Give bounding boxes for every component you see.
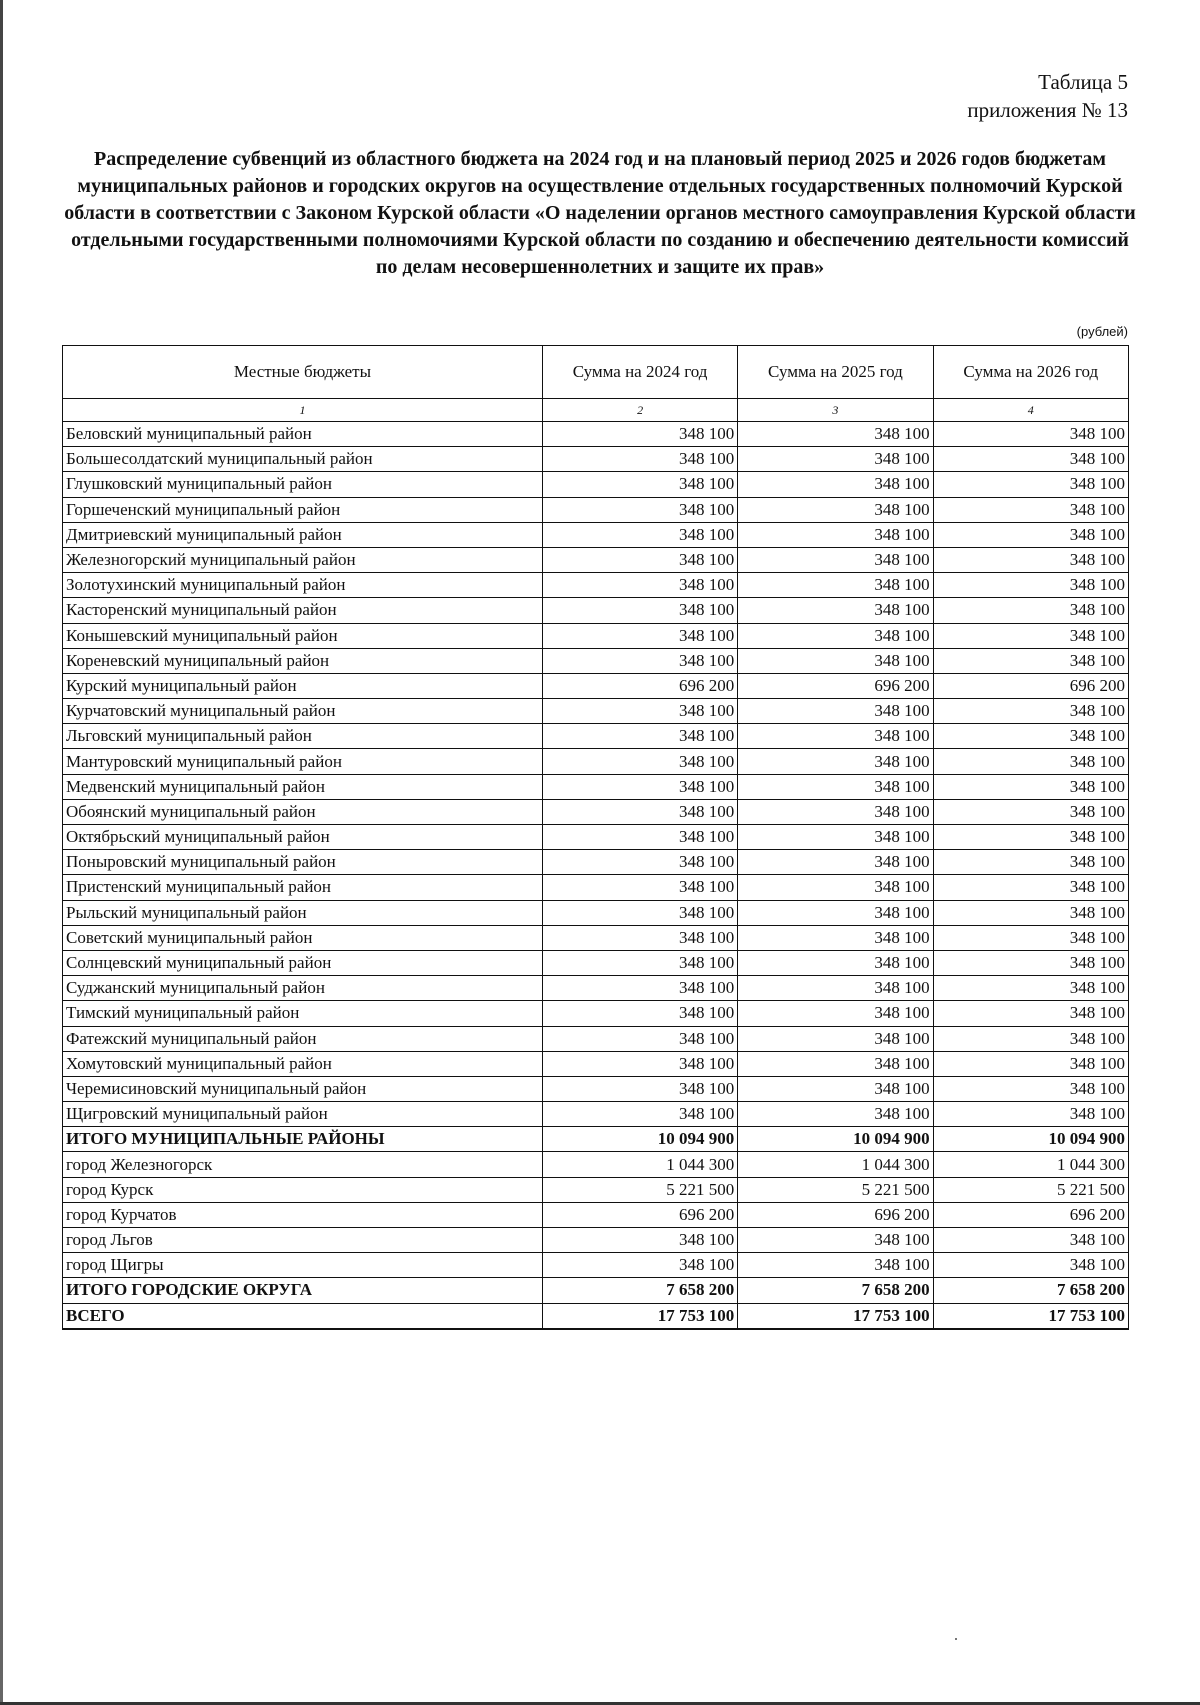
table-body [63,422,1129,1329]
table-row [63,1152,1129,1177]
cell-sum-2025: 696 200 [738,673,933,698]
table-row [63,950,1129,975]
cell-sum-2026: 348 100 [933,1228,1128,1253]
cell-sum-2024: 348 100 [542,1076,737,1101]
cell-sum-2025: 348 100 [738,1026,933,1051]
table-row [63,623,1129,648]
cell-budget-name: Конышевский муниципальный район [63,623,543,648]
cell-sum-2025: 348 100 [738,724,933,749]
cell-sum-2024: 348 100 [542,1026,737,1051]
table-row [63,522,1129,547]
cell-sum-2026: 348 100 [933,623,1128,648]
cell-sum-2025: 348 100 [738,598,933,623]
column-number: 1 [63,399,543,422]
cell-sum-2026: 348 100 [933,699,1128,724]
table-row [63,497,1129,522]
cell-sum-2025: 348 100 [738,623,933,648]
cell-sum-2026: 348 100 [933,1102,1128,1127]
cell-sum-2025: 348 100 [738,472,933,497]
table-row [63,547,1129,572]
table-row [63,447,1129,472]
cell-sum-2024: 5 221 500 [542,1177,737,1202]
table-row [63,422,1129,447]
cell-sum-2026: 348 100 [933,925,1128,950]
table-row [63,825,1129,850]
cell-sum-2026: 348 100 [933,1026,1128,1051]
cell-budget-name: Льговский муниципальный район [63,724,543,749]
cell-sum-2026: 348 100 [933,799,1128,824]
units-label: (рублей) [1076,324,1128,339]
cell-sum-2024: 348 100 [542,925,737,950]
cell-sum-2025: 348 100 [738,1001,933,1026]
cell-budget-name: Хомутовский муниципальный район [63,1051,543,1076]
column-header-budgets: Местные бюджеты [63,346,543,399]
cell-sum-2026: 348 100 [933,1001,1128,1026]
table-row [63,1026,1129,1051]
table-row [63,900,1129,925]
cell-sum-2026: 348 100 [933,950,1128,975]
table-row [63,472,1129,497]
table-row [63,925,1129,950]
cell-sum-2025: 348 100 [738,825,933,850]
column-header-2025: Сумма на 2025 год [738,346,933,399]
cell-sum-2024: 348 100 [542,875,737,900]
table-row [63,774,1129,799]
cell-budget-name: Глушковский муниципальный район [63,472,543,497]
cell-sum-2026: 7 658 200 [933,1278,1128,1303]
scan-speck [955,1638,957,1640]
cell-sum-2024: 348 100 [542,422,737,447]
table-row [63,1253,1129,1278]
cell-budget-name: Медвенский муниципальный район [63,774,543,799]
column-header-2026: Сумма на 2026 год [933,346,1128,399]
total-row [63,1303,1129,1329]
cell-sum-2026: 348 100 [933,1253,1128,1278]
cell-sum-2026: 348 100 [933,472,1128,497]
cell-budget-name: Кореневский муниципальный район [63,648,543,673]
cell-sum-2024: 1 044 300 [542,1152,737,1177]
cell-budget-name: город Курск [63,1177,543,1202]
cell-sum-2024: 7 658 200 [542,1278,737,1303]
cell-sum-2024: 348 100 [542,1253,737,1278]
cell-sum-2025: 10 094 900 [738,1127,933,1152]
table-row [63,1001,1129,1026]
cell-budget-name: ВСЕГО [63,1303,543,1329]
cell-sum-2025: 348 100 [738,976,933,1001]
table-header-row [63,346,1129,399]
cell-sum-2026: 348 100 [933,850,1128,875]
cell-sum-2026: 348 100 [933,774,1128,799]
cell-sum-2026: 348 100 [933,1051,1128,1076]
table-row [63,1076,1129,1101]
cell-budget-name: Мантуровский муниципальный район [63,749,543,774]
cell-sum-2025: 348 100 [738,925,933,950]
cell-sum-2026: 348 100 [933,522,1128,547]
cell-sum-2025: 348 100 [738,648,933,673]
cell-sum-2024: 348 100 [542,1051,737,1076]
cell-sum-2024: 348 100 [542,976,737,1001]
cell-sum-2024: 348 100 [542,1001,737,1026]
cell-sum-2026: 348 100 [933,497,1128,522]
cell-sum-2026: 5 221 500 [933,1177,1128,1202]
total-row [63,1127,1129,1152]
cell-sum-2024: 348 100 [542,900,737,925]
cell-sum-2026: 348 100 [933,900,1128,925]
column-header-2024: Сумма на 2024 год [542,346,737,399]
cell-sum-2025: 348 100 [738,900,933,925]
cell-sum-2024: 348 100 [542,950,737,975]
cell-sum-2025: 5 221 500 [738,1177,933,1202]
cell-sum-2024: 348 100 [542,850,737,875]
cell-budget-name: ИТОГО МУНИЦИПАЛЬНЫЕ РАЙОНЫ [63,1127,543,1152]
table-row [63,799,1129,824]
table-row [63,598,1129,623]
table-row [63,648,1129,673]
cell-sum-2025: 348 100 [738,1253,933,1278]
cell-budget-name: город Льгов [63,1228,543,1253]
cell-budget-name: ИТОГО ГОРОДСКИЕ ОКРУГА [63,1278,543,1303]
cell-sum-2025: 696 200 [738,1202,933,1227]
column-number: 4 [933,399,1128,422]
cell-sum-2026: 348 100 [933,825,1128,850]
cell-budget-name: Большесолдатский муниципальный район [63,447,543,472]
cell-sum-2025: 348 100 [738,1051,933,1076]
appendix-label: приложения № 13 [967,98,1128,122]
cell-sum-2025: 348 100 [738,1076,933,1101]
cell-sum-2026: 348 100 [933,648,1128,673]
cell-sum-2025: 348 100 [738,799,933,824]
cell-sum-2025: 348 100 [738,699,933,724]
total-row [63,1278,1129,1303]
cell-budget-name: Касторенский муниципальный район [63,598,543,623]
table-row [63,1051,1129,1076]
cell-sum-2024: 696 200 [542,1202,737,1227]
cell-sum-2026: 348 100 [933,976,1128,1001]
cell-budget-name: Железногорский муниципальный район [63,547,543,572]
cell-budget-name: город Щигры [63,1253,543,1278]
table-row [63,724,1129,749]
cell-sum-2026: 348 100 [933,598,1128,623]
cell-sum-2024: 348 100 [542,648,737,673]
cell-sum-2024: 348 100 [542,623,737,648]
cell-sum-2026: 348 100 [933,1076,1128,1101]
table-row [63,1202,1129,1227]
cell-budget-name: Солнцевский муниципальный район [63,950,543,975]
table-label: Таблица 5 [1038,70,1128,94]
cell-sum-2024: 348 100 [542,447,737,472]
table-row [63,749,1129,774]
cell-sum-2025: 348 100 [738,422,933,447]
cell-sum-2025: 348 100 [738,749,933,774]
cell-sum-2024: 348 100 [542,1102,737,1127]
column-number: 2 [542,399,737,422]
cell-sum-2025: 348 100 [738,850,933,875]
cell-sum-2024: 348 100 [542,799,737,824]
cell-sum-2024: 17 753 100 [542,1303,737,1329]
table-row [63,673,1129,698]
cell-sum-2024: 348 100 [542,1228,737,1253]
cell-sum-2024: 348 100 [542,825,737,850]
cell-sum-2025: 348 100 [738,447,933,472]
cell-sum-2024: 348 100 [542,573,737,598]
cell-sum-2025: 348 100 [738,774,933,799]
cell-sum-2025: 348 100 [738,1102,933,1127]
cell-sum-2026: 348 100 [933,547,1128,572]
table-row [63,573,1129,598]
cell-sum-2026: 10 094 900 [933,1127,1128,1152]
cell-sum-2025: 1 044 300 [738,1152,933,1177]
cell-sum-2024: 10 094 900 [542,1127,737,1152]
cell-sum-2025: 348 100 [738,950,933,975]
cell-sum-2025: 348 100 [738,497,933,522]
cell-sum-2026: 348 100 [933,573,1128,598]
subventions-table [62,345,1129,1330]
cell-sum-2024: 696 200 [542,673,737,698]
cell-sum-2024: 348 100 [542,472,737,497]
column-number: 3 [738,399,933,422]
cell-budget-name: Курский муниципальный район [63,673,543,698]
cell-sum-2026: 348 100 [933,749,1128,774]
scan-edge [0,0,3,1705]
cell-budget-name: Горшеченский муниципальный район [63,497,543,522]
cell-budget-name: город Курчатов [63,1202,543,1227]
cell-sum-2026: 17 753 100 [933,1303,1128,1329]
cell-sum-2024: 348 100 [542,774,737,799]
cell-sum-2024: 348 100 [542,522,737,547]
cell-sum-2026: 348 100 [933,422,1128,447]
table-row [63,850,1129,875]
cell-sum-2026: 696 200 [933,673,1128,698]
table-row [63,699,1129,724]
cell-sum-2026: 348 100 [933,447,1128,472]
cell-budget-name: город Железногорск [63,1152,543,1177]
cell-budget-name: Суджанский муниципальный район [63,976,543,1001]
cell-budget-name: Щигровский муниципальный район [63,1102,543,1127]
cell-sum-2025: 348 100 [738,1228,933,1253]
cell-sum-2025: 348 100 [738,573,933,598]
cell-budget-name: Золотухинский муниципальный район [63,573,543,598]
cell-sum-2025: 348 100 [738,547,933,572]
cell-budget-name: Обоянский муниципальный район [63,799,543,824]
cell-budget-name: Фатежский муниципальный район [63,1026,543,1051]
appendix-reference [967,68,1128,124]
cell-sum-2025: 348 100 [738,875,933,900]
cell-sum-2024: 348 100 [542,598,737,623]
cell-budget-name: Дмитриевский муниципальный район [63,522,543,547]
document-title: Распределение субвенций из областного бюджета на 2024 год и на плановый период 2025 и 2026 годов бюджетам муниципальных районов и городских округов на осуществление отдельных государственных полномочий Курской области в соответствии с Законом Курской области «О наделении органов местного самоуправления Курской области отдельными государственными полномочиями Курской области по созданию и обеспечению деятельности комиссий по делам несовершеннолетних и защите их прав» [64,148,1136,278]
cell-budget-name: Поныровский муниципальный район [63,850,543,875]
cell-budget-name: Советский муниципальный район [63,925,543,950]
cell-sum-2025: 348 100 [738,522,933,547]
cell-sum-2024: 348 100 [542,749,737,774]
cell-budget-name: Пристенский муниципальный район [63,875,543,900]
table-row [63,1228,1129,1253]
column-number-row [63,399,1129,422]
table-row [63,1102,1129,1127]
cell-sum-2026: 1 044 300 [933,1152,1128,1177]
cell-sum-2024: 348 100 [542,497,737,522]
cell-sum-2024: 348 100 [542,699,737,724]
cell-budget-name: Рыльский муниципальный район [63,900,543,925]
cell-sum-2024: 348 100 [542,547,737,572]
cell-sum-2025: 17 753 100 [738,1303,933,1329]
cell-sum-2026: 348 100 [933,724,1128,749]
table-row [63,875,1129,900]
cell-budget-name: Беловский муниципальный район [63,422,543,447]
cell-budget-name: Курчатовский муниципальный район [63,699,543,724]
table-row [63,976,1129,1001]
cell-sum-2024: 348 100 [542,724,737,749]
cell-budget-name: Октябрьский муниципальный район [63,825,543,850]
cell-sum-2025: 7 658 200 [738,1278,933,1303]
table-row [63,1177,1129,1202]
cell-sum-2026: 696 200 [933,1202,1128,1227]
cell-budget-name: Черемисиновский муниципальный район [63,1076,543,1101]
cell-sum-2026: 348 100 [933,875,1128,900]
cell-budget-name: Тимский муниципальный район [63,1001,543,1026]
